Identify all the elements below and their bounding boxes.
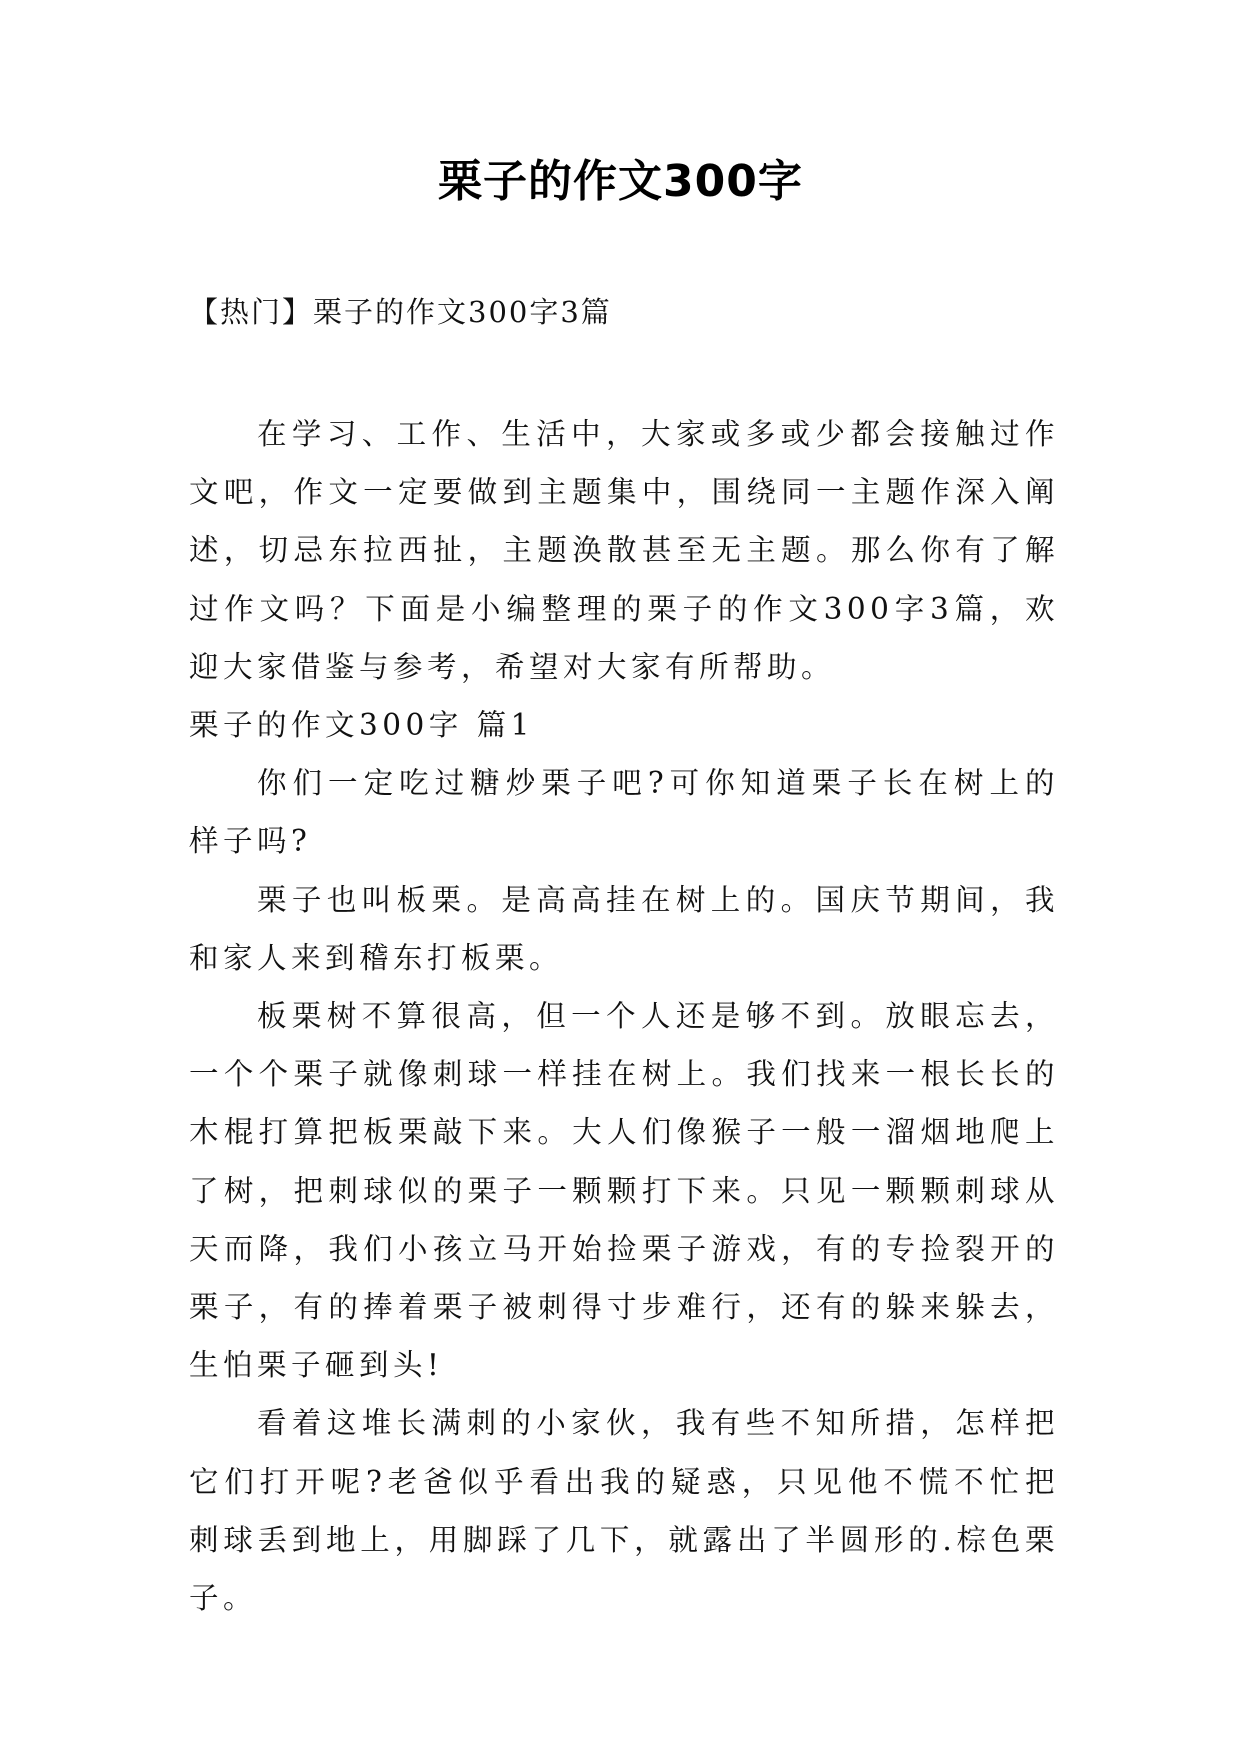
document-subtitle: 【热门】栗子的作文300字3篇 (189, 295, 612, 329)
page-title: 栗子的作文300字 (438, 156, 803, 207)
body-paragraph: 栗子也叫板栗。是高高挂在树上的。国庆节期间，我和家人来到稽东打板栗。 (189, 882, 1059, 975)
body-paragraph: 板栗树不算很高，但一个人还是够不到。放眼忘去，一个个栗子就像刺球一样挂在树上。我们找来一根长长的木棍打算把板栗敲下来。大人们像猴子一般一溜烟地爬上了树，把刺球似的栗子一颗颗打下来。只见一颗颗刺球从天而降，我们小孩立马开始捡栗子游戏，有的专捡裂开的栗子，有的捧着栗子被刺得寸步难行，还有的躲来躲去，生怕栗子砸到头! (189, 999, 1059, 1383)
body-paragraph: 看着这堆长满刺的小家伙，我有些不知所措，怎样把它们打开呢?老爸似乎看出我的疑惑，只见他不慌不忙把刺球丢到地上，用脚踩了几下，就露出了半圆形的.棕色栗子。 (189, 1406, 1059, 1616)
section-heading: 栗子的作文300字 篇1 (189, 708, 534, 743)
document-body (189, 405, 1059, 1627)
body-paragraph: 你们一定吃过糖炒栗子吧?可你知道栗子长在树上的样子吗? (189, 766, 1059, 859)
intro-paragraph: 在学习、工作、生活中，大家或多或少都会接触过作文吧，作文一定要做到主题集中，围绕同一主题作深入阐述，切忌东拉西扯，主题涣散甚至无主题。那么你有了解过作文吗？下面是小编整理的栗子的作文300字3篇，欢迎大家借鉴与参考，希望对大家有所帮助。 (189, 417, 1059, 684)
